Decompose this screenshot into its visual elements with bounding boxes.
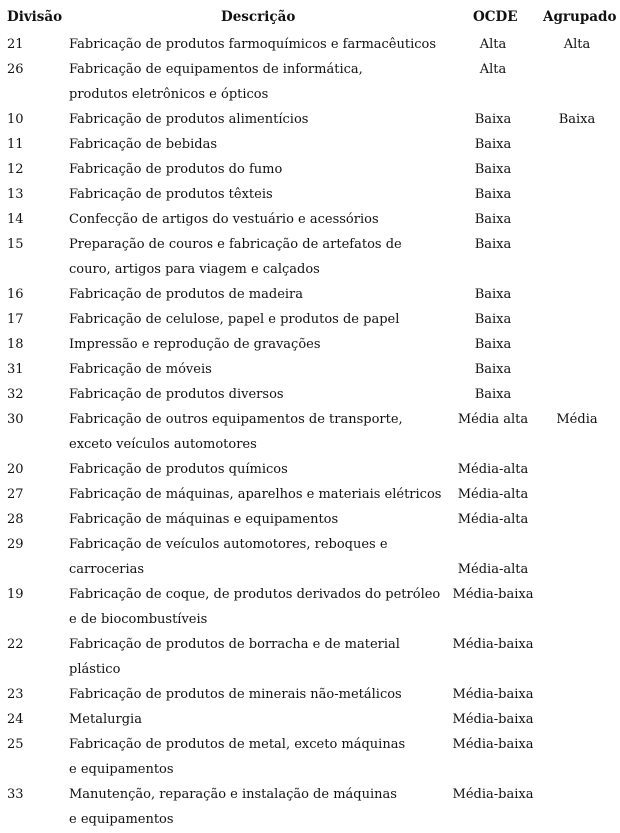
descricao-line: e equipamentos	[69, 812, 174, 827]
table-row	[0, 582, 620, 632]
cell-ocde: Baixa	[474, 237, 512, 252]
descricao-line: Fabricação de produtos alimentícios	[69, 112, 309, 127]
cell-divisao: 27	[7, 487, 24, 502]
descricao-line: Fabricação de móveis	[69, 362, 212, 377]
cell-divisao: 26	[7, 62, 24, 77]
cell-divisao: 17	[7, 312, 24, 327]
table-row	[0, 157, 620, 182]
cell-ocde: Alta	[479, 62, 507, 77]
descricao-line: Fabricação de produtos de metal, exceto máquinas	[69, 737, 406, 752]
cell-descricao	[69, 157, 459, 182]
table-row	[0, 707, 620, 732]
table-row	[0, 482, 620, 507]
cell-descricao	[69, 407, 459, 457]
table-row	[0, 232, 620, 282]
cell-ocde: Média alta	[457, 412, 529, 427]
cell-ocde: Baixa	[474, 362, 512, 377]
descricao-line: Fabricação de veículos automotores, reboques e	[69, 537, 388, 552]
table-row	[0, 732, 620, 782]
descricao-line: Metalurgia	[69, 712, 142, 727]
cell-ocde: Média-alta	[457, 462, 529, 477]
cell-divisao: 24	[7, 712, 24, 727]
descricao-line: Fabricação de produtos do fumo	[69, 162, 283, 177]
descricao-line: Confecção de artigos do vestuário e acessórios	[69, 212, 379, 227]
table-row	[0, 32, 620, 57]
table-row	[0, 182, 620, 207]
cell-descricao	[69, 532, 459, 582]
cell-descricao	[69, 307, 459, 332]
descricao-line: Preparação de couros e fabricação de artefatos de	[69, 237, 402, 252]
table-body	[0, 32, 620, 832]
cell-descricao	[69, 382, 459, 407]
descricao-line: Fabricação de outros equipamentos de transporte,	[69, 412, 403, 427]
descricao-line: Fabricação de celulose, papel e produtos de papel	[69, 312, 400, 327]
descricao-line: Fabricação de máquinas, aparelhos e materiais elétricos	[69, 487, 442, 502]
cell-divisao: 15	[7, 237, 24, 252]
cell-ocde: Baixa	[474, 112, 512, 127]
cell-agrupado: Baixa	[558, 112, 596, 127]
cell-divisao: 20	[7, 462, 24, 477]
cell-descricao	[69, 482, 459, 507]
descricao-line: e de biocombustíveis	[69, 612, 208, 627]
descricao-line: Manutenção, reparação e instalação de máquinas	[69, 787, 397, 802]
cell-agrupado: Alta	[563, 37, 591, 52]
descricao-line: Fabricação de coque, de produtos derivados do petróleo	[69, 587, 441, 602]
cell-descricao	[69, 457, 459, 482]
cell-ocde: Baixa	[474, 312, 512, 327]
cell-ocde: Média-alta	[457, 487, 529, 502]
descricao-line: Fabricação de equipamentos de informática,	[69, 62, 363, 77]
cell-ocde: Baixa	[474, 162, 512, 177]
descricao-line: Fabricação de máquinas e equipamentos	[69, 512, 339, 527]
descricao-line: produtos eletrônicos e ópticos	[69, 87, 269, 102]
cell-ocde: Média-baixa	[452, 737, 534, 752]
cell-descricao	[69, 182, 459, 207]
table-row	[0, 57, 620, 107]
descricao-line: Fabricação de produtos químicos	[69, 462, 288, 477]
cell-descricao	[69, 582, 459, 632]
cell-divisao: 14	[7, 212, 24, 227]
descricao-line: carrocerias	[69, 562, 145, 577]
table-row	[0, 107, 620, 132]
descricao-line: Fabricação de produtos de madeira	[69, 287, 304, 302]
cell-divisao: 13	[7, 187, 24, 202]
descricao-line: exceto veículos automotores	[69, 437, 257, 452]
cell-ocde: Baixa	[474, 187, 512, 202]
cell-descricao	[69, 632, 459, 682]
table-row	[0, 282, 620, 307]
cell-agrupado: Média	[556, 412, 598, 427]
cell-divisao: 32	[7, 387, 24, 402]
cell-divisao: 18	[7, 337, 24, 352]
cell-divisao: 23	[7, 687, 24, 702]
cell-descricao	[69, 707, 459, 732]
cell-divisao: 22	[7, 637, 24, 652]
cell-ocde: Baixa	[474, 137, 512, 152]
cell-descricao	[69, 782, 459, 832]
descricao-line: Impressão e reprodução de gravações	[69, 337, 321, 352]
descricao-line: plástico	[69, 662, 121, 677]
table-row	[0, 532, 620, 582]
table-row	[0, 207, 620, 232]
cell-descricao	[69, 132, 459, 157]
header-ocde: OCDE	[473, 9, 518, 25]
header-descricao: Descrição	[221, 9, 296, 25]
cell-descricao	[69, 32, 459, 57]
table-row	[0, 357, 620, 382]
cell-ocde: Média-alta	[457, 562, 529, 577]
table-row	[0, 332, 620, 357]
table-row	[0, 457, 620, 482]
descricao-line: Fabricação de produtos diversos	[69, 387, 284, 402]
descricao-line: Fabricação de produtos têxteis	[69, 187, 273, 202]
descricao-line: e equipamentos	[69, 762, 174, 777]
cell-divisao: 33	[7, 787, 24, 802]
cell-ocde: Média-baixa	[452, 687, 534, 702]
cell-ocde: Baixa	[474, 287, 512, 302]
cell-ocde: Média-baixa	[452, 587, 534, 602]
cell-divisao: 10	[7, 112, 24, 127]
cell-divisao: 21	[7, 37, 24, 52]
cell-divisao: 25	[7, 737, 24, 752]
cell-descricao	[69, 357, 459, 382]
cell-descricao	[69, 232, 459, 282]
cell-descricao	[69, 507, 459, 532]
descricao-line: Fabricação de produtos farmoquímicos e farmacêuticos	[69, 37, 437, 52]
cell-divisao: 19	[7, 587, 24, 602]
table-row	[0, 382, 620, 407]
cell-descricao	[69, 332, 459, 357]
cell-divisao: 16	[7, 287, 24, 302]
descricao-line: Fabricação de bebidas	[69, 137, 217, 152]
cell-ocde: Média-baixa	[452, 712, 534, 727]
cell-ocde: Alta	[479, 37, 507, 52]
cell-divisao: 31	[7, 362, 24, 377]
header-divisao: Divisão	[7, 9, 63, 25]
descricao-line: Fabricação de produtos de borracha e de material	[69, 637, 400, 652]
cell-descricao	[69, 207, 459, 232]
table-row	[0, 782, 620, 832]
table-row	[0, 307, 620, 332]
cell-ocde: Média-baixa	[452, 787, 534, 802]
cell-descricao	[69, 732, 459, 782]
cell-divisao: 29	[7, 537, 24, 552]
table-row	[0, 132, 620, 157]
cell-descricao	[69, 57, 459, 107]
descricao-line: couro, artigos para viagem e calçados	[69, 262, 320, 277]
cell-descricao	[69, 682, 459, 707]
cell-divisao: 30	[7, 412, 24, 427]
descricao-line: Fabricação de produtos de minerais não-metálicos	[69, 687, 402, 702]
cell-divisao: 11	[7, 137, 24, 152]
cell-descricao	[69, 107, 459, 132]
cell-ocde: Média-baixa	[452, 637, 534, 652]
cell-ocde: Baixa	[474, 337, 512, 352]
table-row	[0, 632, 620, 682]
cell-divisao: 12	[7, 162, 24, 177]
table-row	[0, 407, 620, 457]
cell-ocde: Baixa	[474, 387, 512, 402]
cell-divisao: 28	[7, 512, 24, 527]
table-row	[0, 682, 620, 707]
table-row	[0, 507, 620, 532]
cell-ocde: Baixa	[474, 212, 512, 227]
header-agrupado: Agrupado	[543, 9, 617, 25]
cell-descricao	[69, 282, 459, 307]
cell-ocde: Média-alta	[457, 512, 529, 527]
table-header	[0, 0, 620, 32]
